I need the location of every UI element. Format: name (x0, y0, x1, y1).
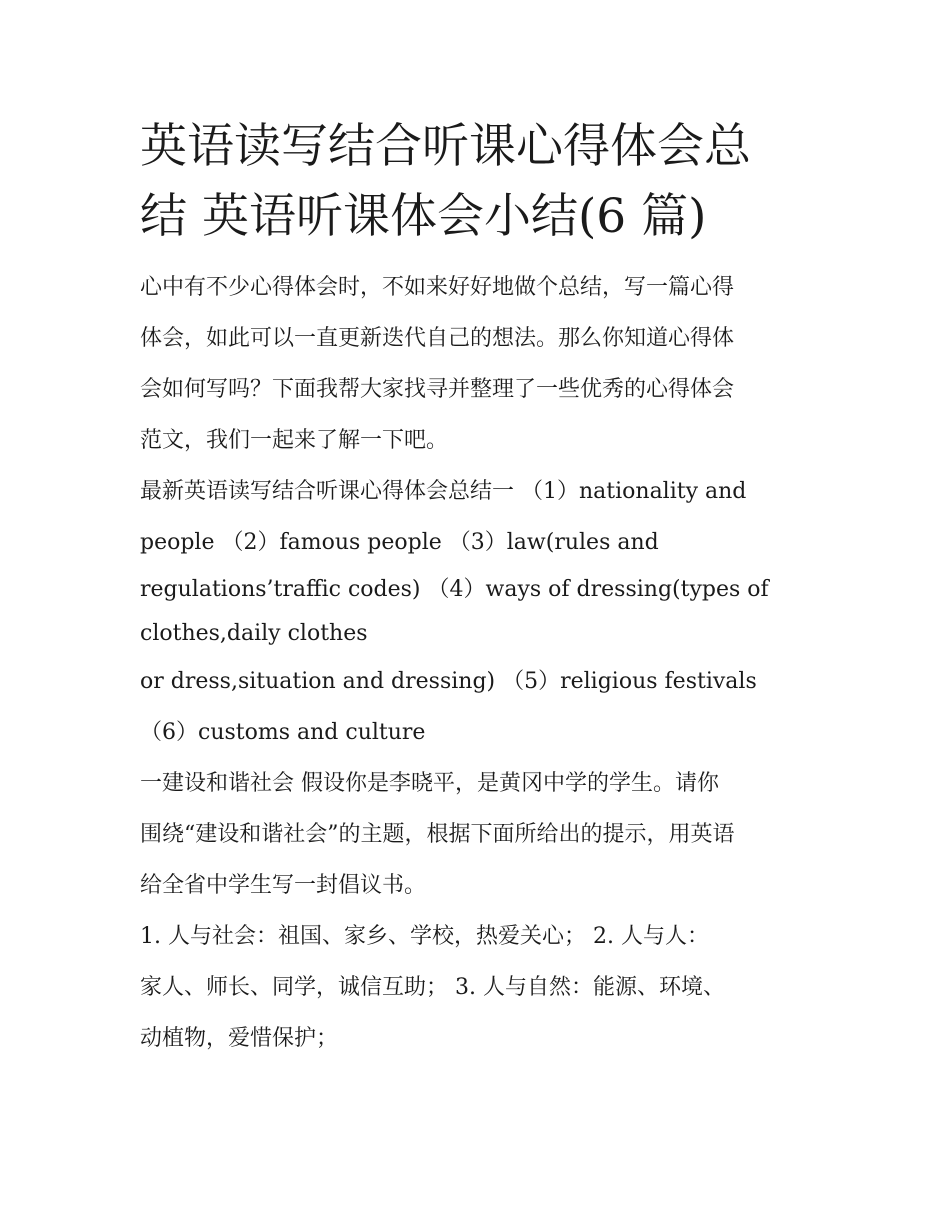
section-one-paragraph (140, 466, 820, 758)
section-line-5: or dress,situation and dressing) （5）religious festivals (140, 669, 757, 694)
document-page (140, 112, 820, 1064)
task-line-1: 一建设和谐社会 假设你是李晓平，是黄冈中学的学生。请你 (140, 771, 719, 796)
title-line-2: 结 英语听课体会小结(6 篇) (140, 189, 707, 244)
points-paragraph (140, 911, 820, 1064)
section-line-6: （6）customs and culture (140, 720, 426, 745)
intro-line-1: 心中有不少心得体会时，不如来好好地做个总结，写一篇心得 (140, 275, 735, 300)
intro-paragraph (140, 262, 820, 466)
points-line-3: 动植物，爱惜保护； (140, 1026, 339, 1051)
points-line-2: 家人、师长、同学，诚信互助； 3. 人与自然：能源、环境、 (140, 975, 725, 1000)
title-line-1: 英语读写结合听课心得体会总 (140, 119, 751, 174)
section-line-3: regulations’traffic codes) （4）ways of dressing(types of (140, 577, 769, 602)
intro-line-3: 会如何写吗？下面我帮大家找寻并整理了一些优秀的心得体会 (140, 377, 735, 402)
task-paragraph (140, 758, 820, 911)
section-line-1: 最新英语读写结合听课心得体会总结一 （1）nationality and (140, 479, 747, 504)
task-line-2: 围绕“建设和谐社会”的主题，根据下面所给出的提示，用英语 (140, 822, 735, 847)
intro-line-2: 体会，如此可以一直更新迭代自己的想法。那么你知道心得体 (140, 326, 735, 351)
intro-line-4: 范文，我们一起来了解一下吧。 (140, 428, 449, 453)
points-line-1: 1. 人与社会：祖国、家乡、学校，热爱关心； 2. 人与人： (140, 924, 709, 949)
section-line-4: clothes,daily clothes (140, 621, 368, 646)
task-line-3: 给全省中学生写一封倡议书。 (140, 873, 427, 898)
document-title (140, 112, 820, 252)
section-line-2: people （2）famous people （3）law(rules and (140, 530, 659, 555)
